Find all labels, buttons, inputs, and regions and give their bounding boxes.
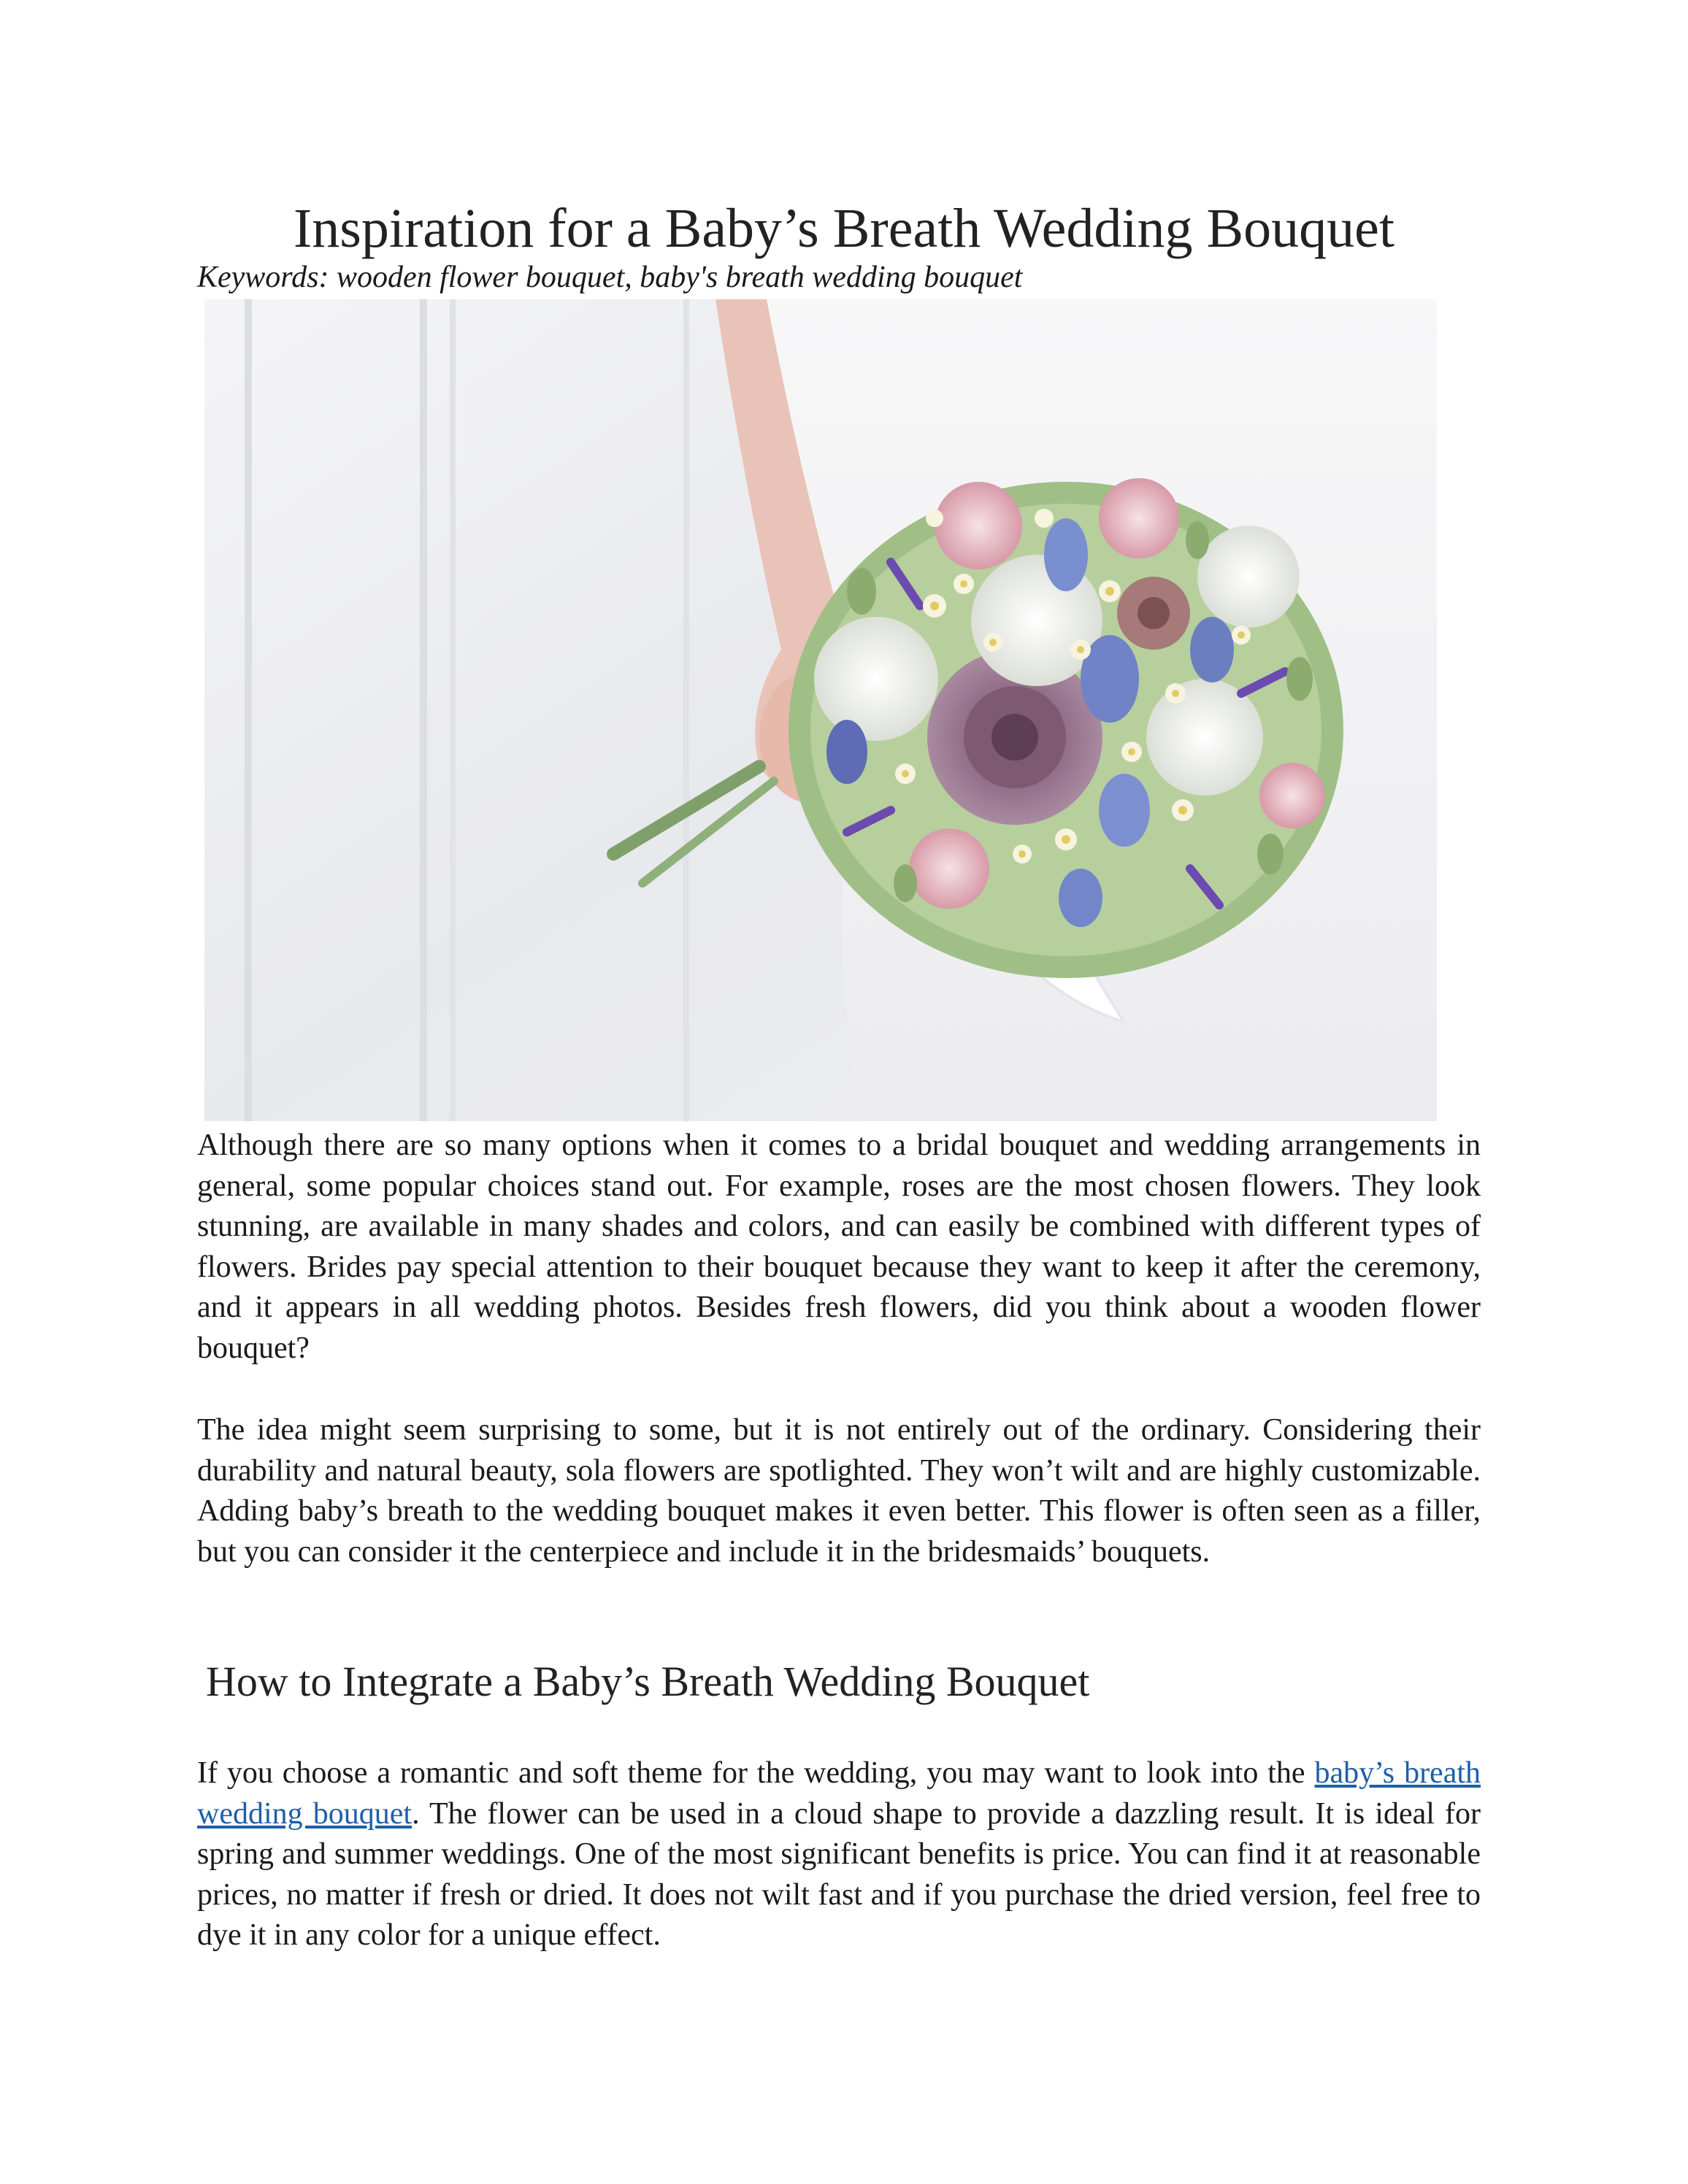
paragraph-integration — [197, 1753, 1481, 1956]
page-title: Inspiration for a Baby’s Breath Wedding Bouquet — [294, 198, 1394, 259]
paragraph-text-after-link: . The flower can be used in a cloud shape to provide a dazzling result. It is ideal for spring and summer weddings. One of the most significant benefits is price. You can find it at reasonable prices, no matter if fresh or dried. It does not wilt fast and if you purchase the dried version, feel free to dye it in any color for a unique effect. — [197, 1796, 1481, 1953]
babys-breath-bouquet-link[interactable]: baby’s breath wedding bouquet — [197, 1756, 1481, 1831]
section-heading: How to Integrate a Baby’s Breath Wedding Bouquet — [206, 1658, 1090, 1705]
paragraph-intro: Although there are so many options when it comes to a bridal bouquet and wedding arrangements in general, some popular choices stand out. For example, roses are the most chosen flowers. They look stunning, are available in many shades and colors, and can easily be combined with different types of flowers. Brides pay special attention to their bouquet because they want to keep it after the ceremony, and it appears in all wedding photos. Besides fresh flowers, did you think about a wooden flower bouquet? — [197, 1128, 1481, 1365]
paragraph-sola-flowers: The idea might seem surprising to some, but it is not entirely out of the ordinary. Considering their durability and natural beauty, sola flowers are spotlighted. They won’t wilt and are highly customizable. Adding baby’s breath to the wedding bouquet makes it even better. This flower is often seen as a filler, but you can consider it the centerpiece and include it in the bridesmaids’ bouquets. — [197, 1413, 1481, 1569]
paragraph-text-before-link: If you choose a romantic and soft theme for the wedding, you may want to look into the — [197, 1756, 1315, 1790]
keywords-line: Keywords: wooden flower bouquet, baby's breath wedding bouquet — [197, 261, 1023, 294]
bouquet-photo — [204, 299, 1437, 1121]
